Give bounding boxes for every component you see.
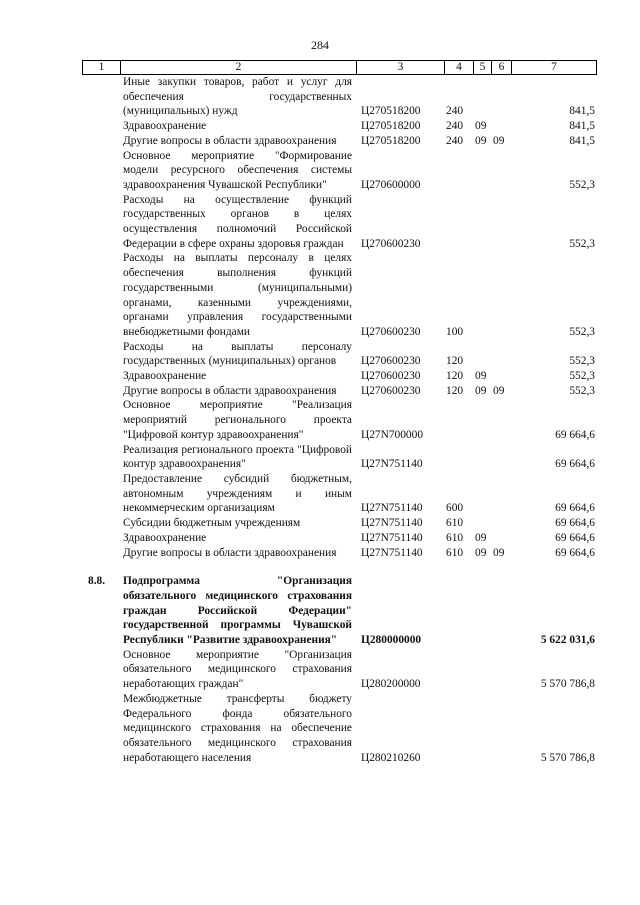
target-code bbox=[356, 531, 444, 546]
target-code-text: Ц27N751140 bbox=[361, 546, 423, 559]
section-code bbox=[473, 251, 491, 339]
row-name bbox=[120, 443, 356, 472]
section-code-text: 09 bbox=[475, 546, 487, 559]
target-code bbox=[356, 546, 444, 561]
amount-text: 841,5 bbox=[569, 105, 595, 118]
row-number bbox=[82, 443, 120, 472]
subsection-code bbox=[491, 443, 511, 472]
target-code-text: Ц270518200 bbox=[361, 134, 421, 147]
section-code bbox=[473, 193, 491, 252]
section-code bbox=[473, 546, 491, 561]
target-code bbox=[356, 384, 444, 399]
amount-text: 552,3 bbox=[569, 178, 595, 191]
row-name-text: Расходы на выплаты персоналу государственных (муниципальных) органов bbox=[123, 340, 352, 368]
row-number bbox=[82, 546, 120, 561]
target-code-text: Ц270518200 bbox=[361, 120, 421, 133]
row-name-text: Здравоохранение bbox=[123, 370, 207, 383]
amount-text: 552,3 bbox=[569, 237, 595, 250]
expense-type-text: 610 bbox=[446, 546, 464, 559]
amount-text: 69 664,6 bbox=[555, 502, 595, 515]
amount bbox=[511, 472, 597, 516]
row-name-text: Предоставление субсидий бюджетным, автономным учреждениям и иным некоммерческим организациям bbox=[123, 472, 352, 515]
expense-type bbox=[444, 119, 473, 134]
target-code bbox=[356, 340, 444, 369]
row-name bbox=[120, 574, 356, 648]
amount-text: 69 664,6 bbox=[555, 531, 595, 544]
row-number bbox=[82, 134, 120, 149]
amount-text: 69 664,6 bbox=[555, 546, 595, 559]
row-number bbox=[82, 531, 120, 546]
amount bbox=[511, 384, 597, 399]
row-number bbox=[82, 574, 120, 648]
section-code bbox=[473, 692, 491, 766]
expense-type-text: 120 bbox=[446, 355, 464, 368]
row-number bbox=[82, 193, 120, 252]
header-col-6: 6 bbox=[491, 60, 511, 75]
header-col-2: 2 bbox=[120, 60, 356, 75]
expense-type-text: 240 bbox=[446, 120, 464, 133]
target-code-text: Ц280200000 bbox=[361, 678, 421, 691]
row-number bbox=[82, 472, 120, 516]
row-number bbox=[82, 340, 120, 369]
subsection-code-text: 09 bbox=[493, 546, 505, 559]
section-code bbox=[473, 119, 491, 134]
row-name-text: Здравоохранение bbox=[123, 531, 207, 544]
amount bbox=[511, 546, 597, 561]
target-code bbox=[356, 398, 444, 442]
section-code bbox=[473, 531, 491, 546]
expense-type bbox=[444, 369, 473, 384]
amount bbox=[511, 193, 597, 252]
section-code-text: 09 bbox=[475, 384, 487, 397]
target-code bbox=[356, 193, 444, 252]
target-code bbox=[356, 369, 444, 384]
target-code-text: Ц270600230 bbox=[361, 237, 421, 250]
page-number: 284 bbox=[311, 38, 329, 52]
section-code bbox=[473, 75, 491, 119]
subsection-code bbox=[491, 398, 511, 442]
row-name bbox=[120, 398, 356, 442]
section-code bbox=[473, 443, 491, 472]
target-code-text: Ц270600230 bbox=[361, 325, 421, 338]
expense-type-text: 120 bbox=[446, 384, 464, 397]
row-name-text: Иные закупки товаров, работ и услуг для обеспечения государственных (муниципальных) нужд bbox=[123, 76, 352, 118]
section-code bbox=[473, 516, 491, 531]
row-name-text: Подпрограмма "Организация обязательного медицинского страхования граждан Российской Федерации" государственной программы Чувашской Республики "Развитие здравоохранения" bbox=[123, 575, 352, 647]
amount-text: 552,3 bbox=[569, 384, 595, 397]
expense-type bbox=[444, 546, 473, 561]
subsection-code bbox=[491, 692, 511, 766]
row-spacer bbox=[444, 560, 473, 574]
subsection-code bbox=[491, 340, 511, 369]
amount bbox=[511, 149, 597, 193]
subsection-code bbox=[491, 574, 511, 648]
row-spacer bbox=[491, 560, 511, 574]
amount-text: 5 570 786,8 bbox=[540, 678, 595, 691]
subsection-code bbox=[491, 193, 511, 252]
expense-type bbox=[444, 516, 473, 531]
row-spacer bbox=[511, 560, 597, 574]
row-name bbox=[120, 531, 356, 546]
target-code-text: Ц270518200 bbox=[361, 105, 421, 118]
row-name bbox=[120, 384, 356, 399]
expense-type-text: 600 bbox=[446, 502, 464, 515]
subsection-code bbox=[491, 149, 511, 193]
amount-text: 552,3 bbox=[569, 325, 595, 338]
amount bbox=[511, 134, 597, 149]
row-name bbox=[120, 193, 356, 252]
target-code bbox=[356, 574, 444, 648]
row-name-text: Здравоохранение bbox=[123, 120, 207, 133]
amount bbox=[511, 648, 597, 692]
row-name bbox=[120, 149, 356, 193]
expense-type bbox=[444, 149, 473, 193]
amount-text: 69 664,6 bbox=[555, 428, 595, 441]
amount-text: 841,5 bbox=[569, 120, 595, 133]
amount bbox=[511, 119, 597, 134]
target-code-text: Ц27N751140 bbox=[361, 502, 423, 515]
expense-type bbox=[444, 443, 473, 472]
row-spacer bbox=[82, 560, 120, 574]
row-spacer bbox=[356, 560, 444, 574]
target-code-text: Ц270600230 bbox=[361, 355, 421, 368]
row-number bbox=[82, 149, 120, 193]
subsection-code bbox=[491, 119, 511, 134]
subsection-code bbox=[491, 384, 511, 399]
amount-text: 69 664,6 bbox=[555, 517, 595, 530]
target-code-text: Ц27N751140 bbox=[361, 531, 423, 544]
expense-type-text: 610 bbox=[446, 531, 464, 544]
amount bbox=[511, 340, 597, 369]
subsection-code bbox=[491, 472, 511, 516]
target-code-text: Ц27N700000 bbox=[361, 428, 424, 441]
header-col-7: 7 bbox=[511, 60, 597, 75]
target-code-text: Ц280000000 bbox=[361, 634, 422, 647]
section-code bbox=[473, 574, 491, 648]
row-name-text: Реализация регионального проекта "Цифровой контур здравоохранения" bbox=[123, 443, 352, 471]
target-code-text: Ц270600230 bbox=[361, 370, 421, 383]
row-name-text: Основное мероприятие "Реализация мероприятий регионального проекта "Цифровой контур здравоохранения" bbox=[123, 399, 352, 441]
row-number bbox=[82, 119, 120, 134]
subsection-code-text: 09 bbox=[493, 384, 505, 397]
section-code-text: 09 bbox=[475, 134, 487, 147]
header-col-3: 3 bbox=[356, 60, 444, 75]
row-name bbox=[120, 369, 356, 384]
subsection-code-text: 09 bbox=[493, 134, 505, 147]
row-number bbox=[82, 369, 120, 384]
amount bbox=[511, 398, 597, 442]
section-code-text: 09 bbox=[475, 531, 487, 544]
subsection-code bbox=[491, 546, 511, 561]
row-name bbox=[120, 75, 356, 119]
header-col-1: 1 bbox=[82, 60, 120, 75]
budget-table bbox=[82, 60, 597, 765]
target-code bbox=[356, 648, 444, 692]
target-code bbox=[356, 251, 444, 339]
section-code bbox=[473, 369, 491, 384]
row-name bbox=[120, 251, 356, 339]
expense-type bbox=[444, 134, 473, 149]
row-name bbox=[120, 546, 356, 561]
row-name-text: Расходы на осуществление функций государственных органов в целях осуществления полномочий Российской Федерации в сфере охраны здоровья граждан bbox=[123, 193, 352, 250]
target-code bbox=[356, 443, 444, 472]
amount-text: 552,3 bbox=[569, 355, 595, 368]
section-code bbox=[473, 149, 491, 193]
amount-text: 5 570 786,8 bbox=[540, 751, 595, 764]
target-code bbox=[356, 75, 444, 119]
subsection-code bbox=[491, 75, 511, 119]
expense-type bbox=[444, 75, 473, 119]
row-name-text: Основное мероприятие "Организация обязательного медицинского страхования неработающих граждан" bbox=[123, 648, 352, 691]
target-code-text: Ц270600000 bbox=[361, 178, 421, 191]
row-name bbox=[120, 516, 356, 531]
header-col-4: 4 bbox=[444, 60, 473, 75]
row-name-text: Расходы на выплаты персоналу в целях обеспечения выполнения функций государственными (муниципальными) органами, казенными учреждениями, органами управления государственными внебюджетными фондами bbox=[123, 252, 352, 338]
section-code bbox=[473, 648, 491, 692]
row-name bbox=[120, 119, 356, 134]
row-number bbox=[82, 384, 120, 399]
target-code-text: Ц27N751140 bbox=[361, 517, 423, 530]
subsection-code bbox=[491, 251, 511, 339]
amount bbox=[511, 574, 597, 648]
section-code-text: 09 bbox=[475, 370, 487, 383]
row-number bbox=[82, 516, 120, 531]
row-spacer bbox=[120, 560, 356, 574]
row-name bbox=[120, 472, 356, 516]
subsection-code bbox=[491, 531, 511, 546]
section-code-text: 09 bbox=[475, 120, 487, 133]
row-number-text: 8.8. bbox=[88, 575, 106, 588]
section-code bbox=[473, 398, 491, 442]
amount-text: 552,3 bbox=[569, 370, 595, 383]
row-name bbox=[120, 134, 356, 149]
expense-type-text: 610 bbox=[446, 517, 464, 530]
expense-type-text: 120 bbox=[446, 370, 464, 383]
row-number bbox=[82, 648, 120, 692]
expense-type bbox=[444, 398, 473, 442]
subsection-code bbox=[491, 369, 511, 384]
target-code bbox=[356, 516, 444, 531]
row-name-text: Другие вопросы в области здравоохранения bbox=[123, 384, 337, 397]
section-code bbox=[473, 384, 491, 399]
subsection-code bbox=[491, 648, 511, 692]
row-number bbox=[82, 251, 120, 339]
row-name-text: Другие вопросы в области здравоохранения bbox=[123, 546, 337, 559]
row-name bbox=[120, 692, 356, 766]
expense-type bbox=[444, 193, 473, 252]
expense-type bbox=[444, 384, 473, 399]
target-code-text: Ц27N751140 bbox=[361, 458, 423, 471]
target-code bbox=[356, 119, 444, 134]
amount-text: 841,5 bbox=[569, 134, 595, 147]
target-code bbox=[356, 692, 444, 766]
row-spacer bbox=[473, 560, 491, 574]
row-name-text: Межбюджетные трансферты бюджету Федерального фонда обязательного медицинского страхования на обеспечение обязательного медицинского страхования неработающего населения bbox=[123, 692, 352, 764]
row-name bbox=[120, 340, 356, 369]
subsection-code bbox=[491, 134, 511, 149]
amount-text: 69 664,6 bbox=[555, 458, 595, 471]
amount bbox=[511, 75, 597, 119]
section-code bbox=[473, 472, 491, 516]
expense-type bbox=[444, 648, 473, 692]
row-number bbox=[82, 692, 120, 766]
expense-type bbox=[444, 692, 473, 766]
target-code bbox=[356, 149, 444, 193]
row-number bbox=[82, 398, 120, 442]
expense-type-text: 240 bbox=[446, 105, 464, 118]
amount-text: 5 622 031,6 bbox=[540, 634, 595, 647]
amount bbox=[511, 516, 597, 531]
expense-type-text: 100 bbox=[446, 325, 464, 338]
amount bbox=[511, 531, 597, 546]
subsection-code bbox=[491, 516, 511, 531]
expense-type bbox=[444, 472, 473, 516]
amount bbox=[511, 443, 597, 472]
expense-type bbox=[444, 531, 473, 546]
section-code bbox=[473, 134, 491, 149]
target-code-text: Ц270600230 bbox=[361, 384, 421, 397]
expense-type-text: 240 bbox=[446, 134, 464, 147]
target-code-text: Ц280210260 bbox=[361, 751, 421, 764]
row-number bbox=[82, 75, 120, 119]
row-name bbox=[120, 648, 356, 692]
expense-type bbox=[444, 574, 473, 648]
row-name-text: Основное мероприятие "Формирование модели ресурсного обеспечения системы здравоохранения Чувашской Республики" bbox=[123, 149, 352, 191]
section-code bbox=[473, 340, 491, 369]
amount bbox=[511, 369, 597, 384]
amount bbox=[511, 251, 597, 339]
row-name-text: Другие вопросы в области здравоохранения bbox=[123, 134, 337, 147]
target-code bbox=[356, 472, 444, 516]
amount bbox=[511, 692, 597, 766]
row-name-text: Субсидии бюджетным учреждениям bbox=[123, 517, 301, 530]
header-col-5: 5 bbox=[473, 60, 491, 75]
target-code bbox=[356, 134, 444, 149]
expense-type bbox=[444, 251, 473, 339]
expense-type bbox=[444, 340, 473, 369]
